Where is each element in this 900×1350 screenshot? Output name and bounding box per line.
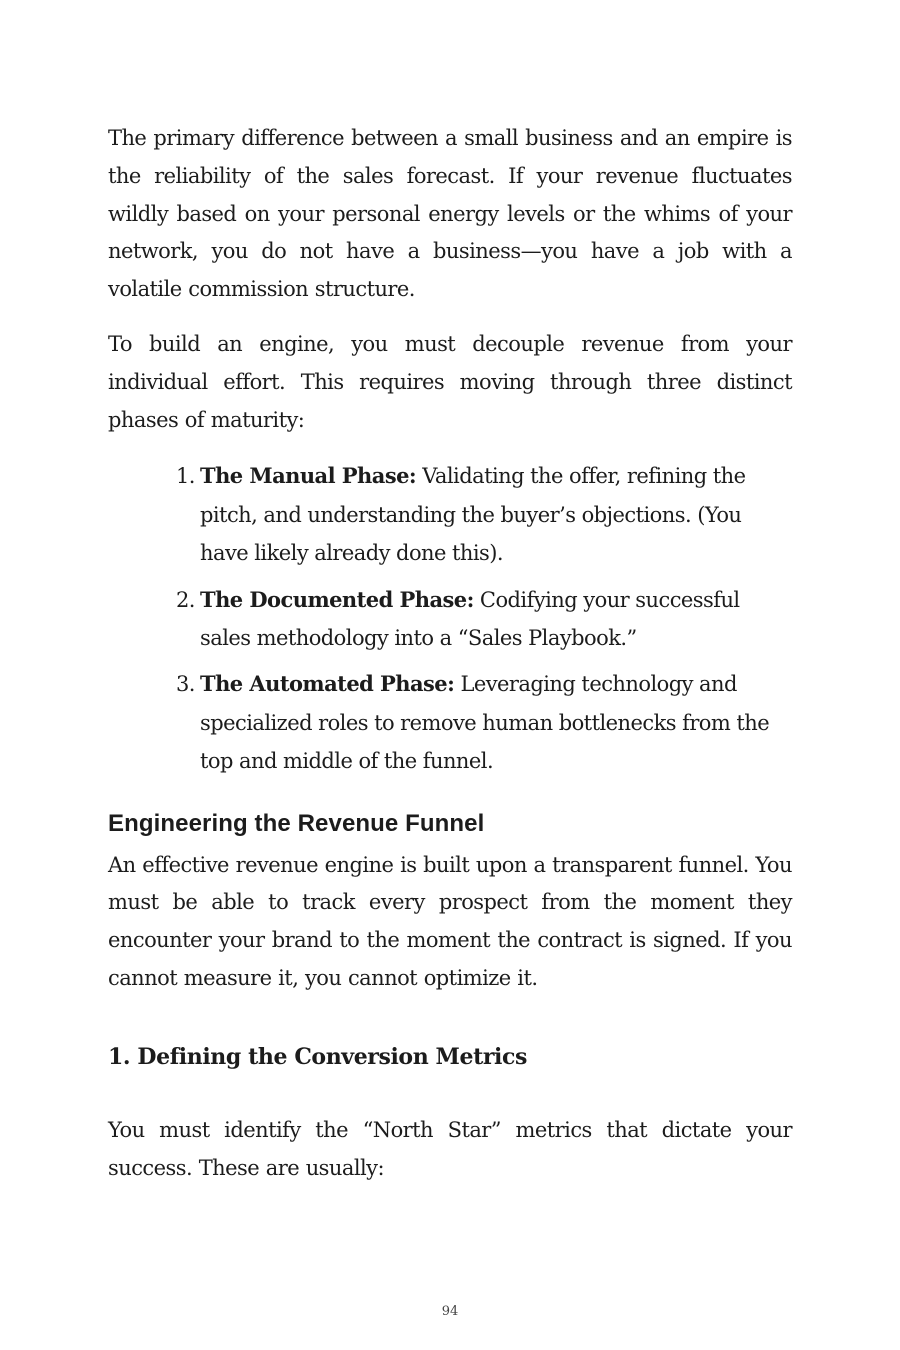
page-content — [108, 120, 792, 1187]
section-paragraph: An effective revenue engine is built upon a transparent funnel. You must be able to track every prospect from the moment they encounter your brand to the moment the contract is signed. If you cannot measure it, you cannot optimize it. — [108, 852, 792, 991]
list-item-text: Leveraging technology and specialized roles to remove human bottlenecks from the top and middle of the funnel. — [200, 672, 770, 774]
list-item-number: 2. — [176, 587, 195, 612]
list-item-term: The Documented Phase: — [200, 586, 474, 612]
intro-paragraph-1: The primary difference between a small business and an empire is the reliability of the sales forecast. If your revenue fluctuates wildly based on your personal energy levels or the whims of your network, you do not have a business—you have a job with a volatile commission structure. — [108, 126, 792, 302]
list-item-text: Codifying your successful sales methodology into a “Sales Playbook.” — [200, 587, 740, 650]
list-item — [176, 665, 792, 780]
list-item — [176, 457, 792, 572]
subsection-heading: 1. Defining the Conversion Metrics — [108, 1043, 527, 1070]
list-item — [176, 581, 792, 658]
list-item-number: 1. — [176, 464, 195, 489]
list-item-term: The Automated Phase: — [200, 671, 455, 697]
page-number: 94 — [441, 1304, 459, 1319]
phases-list — [108, 457, 792, 780]
subsection-paragraph: You must identify the “North Star” metrics that dictate your success. These are usually: — [108, 1117, 792, 1180]
section-heading: Engineering the Revenue Funnel — [108, 809, 485, 837]
list-item-term: The Manual Phase: — [200, 463, 417, 489]
list-item-number: 3. — [176, 672, 195, 697]
intro-paragraph-2: To build an engine, you must decouple revenue from your individual effort. This requires moving through three distinct phases of maturity: — [108, 331, 792, 432]
list-item-text: Validating the offer, refining the pitch, and understanding the buyer’s objections. (You have likely already done this). — [200, 464, 746, 566]
